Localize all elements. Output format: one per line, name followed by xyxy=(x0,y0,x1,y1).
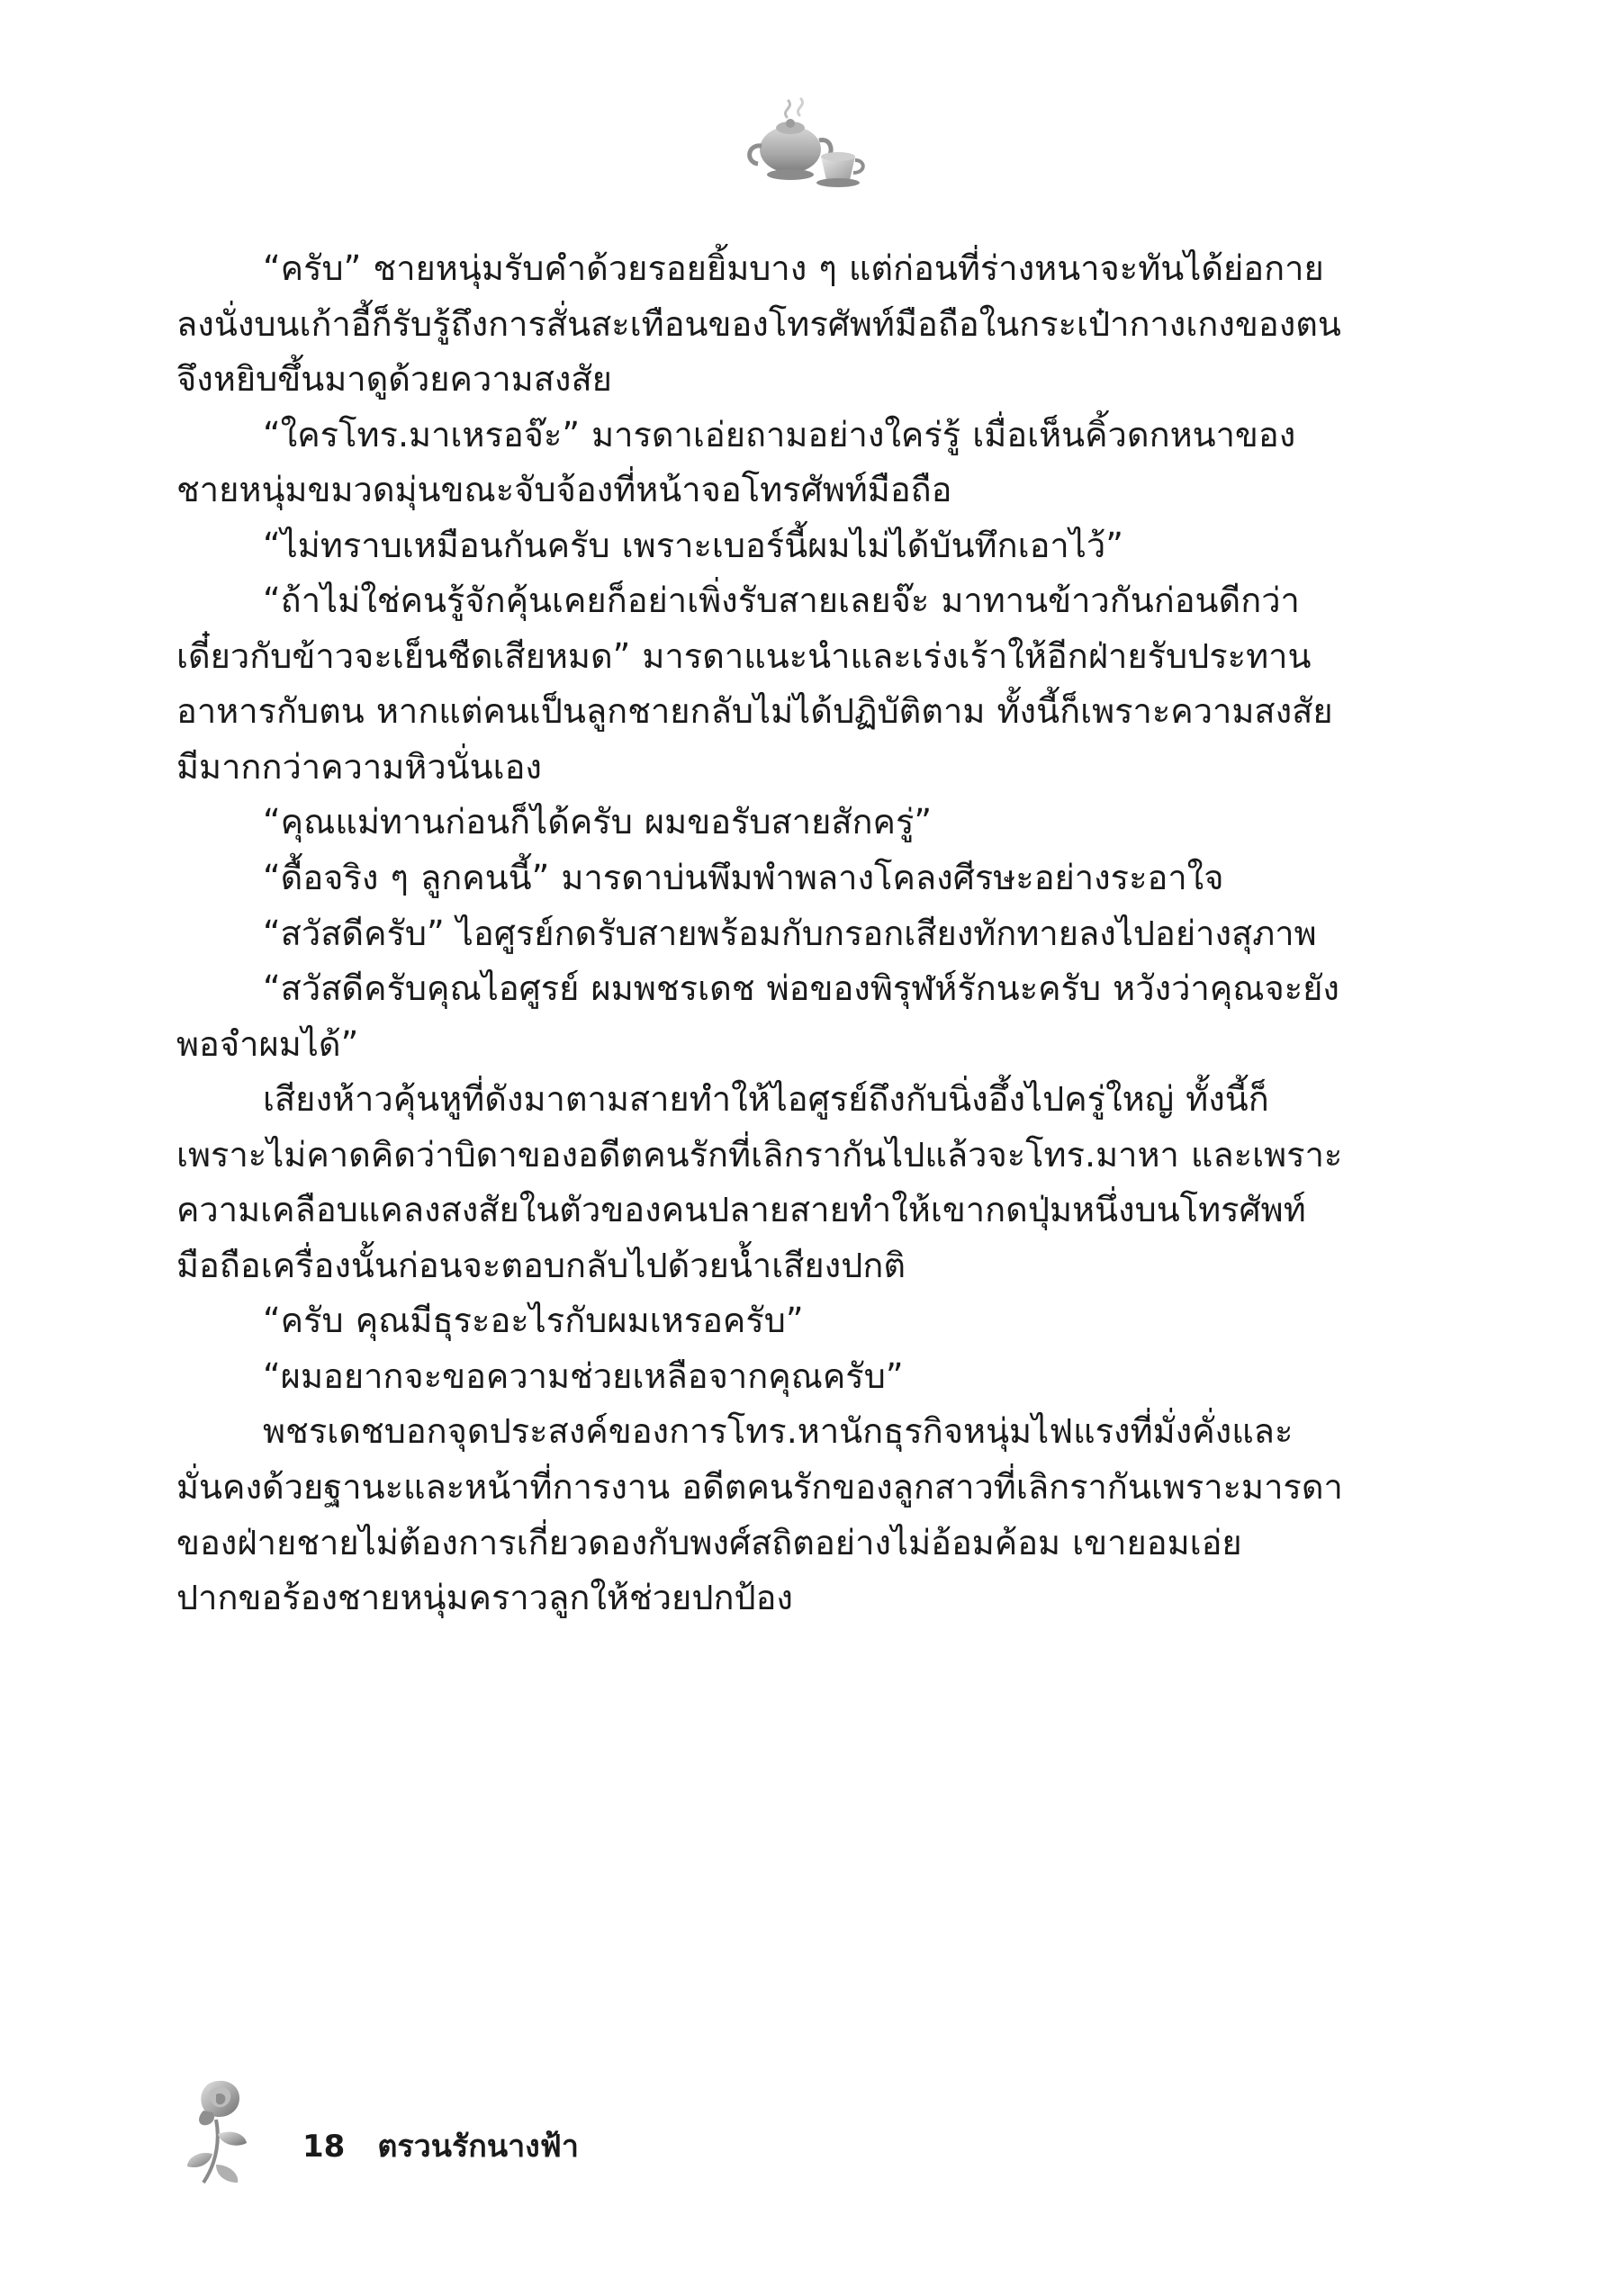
rose-icon xyxy=(176,2075,283,2190)
footer-text xyxy=(302,2121,579,2190)
body-text xyxy=(176,241,1347,1626)
paragraph: “ครับ” ชายหนุ่มรับคำด้วยรอยยิ้มบาง ๆ แต่ก่อนที่ร่างหนาจะทันได้ย่อกายลงนั่งบนเก้าอี้ก็รับรู้ถึงการสั่นสะเทือนของโทรศัพท์มือถือในกระเป๋ากางเกงของตนจึงหยิบขึ้นมาดูด้วยความสงสัย xyxy=(176,248,1341,400)
paragraph: “ใครโทร.มาเหรอจ๊ะ” มารดาเอ่ยถามอย่างใคร่รู้ เมื่อเห็นคิ้วดกหนาของชายหนุ่มขมวดมุ่นขณะจับจ้องที่หน้าจอโทรศัพท์มือถือ xyxy=(176,414,1296,510)
paragraph: “สวัสดีครับ” ไอศูรย์กดรับสายพร้อมกับกรอกเสียงทักทายลงไปอย่างสุภาพ xyxy=(263,913,1317,953)
paragraph: “สวัสดีครับคุณไอศูรย์ ผมพชรเดช พ่อของพิรุฬห์รักนะครับ หวังว่าคุณจะยังพอจำผมได้” xyxy=(176,968,1339,1064)
paragraph: “ไม่ทราบเหมือนกันครับ เพราะเบอร์นี้ผมไม่ได้บันทึกเอาไว้” xyxy=(263,525,1123,565)
teapot-ornament xyxy=(0,97,1605,196)
paragraph: “ดื้อจริง ๆ ลูกคนนี้” มารดาบ่นพึมพำพลางโคลงศีรษะอย่างระอาใจ xyxy=(263,858,1224,898)
book-title: ตรวนรักนางฟ้า xyxy=(377,2129,579,2165)
page-footer xyxy=(176,2075,579,2190)
paragraph: “คุณแม่ทานก่อนก็ได้ครับ ผมขอรับสายสักครู่” xyxy=(263,802,933,842)
paragraph: พชรเดชบอกจุดประสงค์ของการโทร.หานักธุรกิจหนุ่มไฟแรงที่มั่งคั่งและมั่นคงด้วยฐานะและหน้าที่การงาน อดีตคนรักของลูกสาวที่เลิกรากันเพราะมารดาของฝ่ายชายไม่ต้องการเกี่ยวดองกับพงศ์สถิตอย่างไม่อ้อมค้อม เขายอมเอ่ยปากขอร้องชายหนุ่มคราวลูกให้ช่วยปกป้อง xyxy=(176,1411,1343,1618)
paragraph: “ผมอยากจะขอความช่วยเหลือจากคุณครับ” xyxy=(263,1355,904,1396)
paragraph: เสียงห้าวคุ้นหูที่ดังมาตามสายทำให้ไอศูรย์ถึงกับนิ่งอึ้งไปครู่ใหญ่ ทั้งนี้ก็เพราะไม่คาดคิดว่าบิดาของอดีตคนรักที่เลิกรากันไปแล้วจะโทร.มาหา และเพราะความเคลือบแคลงสงสัยในตัวของคนปลายสายทำให้เขากดปุ่มหนึ่งบนโทรศัพท์มือถือเครื่องนั้นก่อนจะตอบกลับไปด้วยน้ำเสียงปกติ xyxy=(176,1079,1343,1285)
page-number: 18 xyxy=(302,2129,346,2165)
paragraph: “ครับ คุณมีธุระอะไรกับผมเหรอครับ” xyxy=(263,1301,804,1341)
paragraph: “ถ้าไม่ใช่คนรู้จักคุ้นเคยก็อย่าเพิ่งรับสายเลยจ๊ะ มาทานข้าวกันก่อนดีกว่า เดี๋ยวกับข้าวจะเย็นชืดเสียหมด” มารดาแนะนำและเร่งเร้าให้อีกฝ่ายรับประทานอาหารกับตน หากแต่คนเป็นลูกชายกลับไม่ได้ปฏิบัติตาม ทั้งนี้ก็เพราะความสงสัยมีมากกว่าความหิวนั่นเอง xyxy=(176,581,1333,787)
